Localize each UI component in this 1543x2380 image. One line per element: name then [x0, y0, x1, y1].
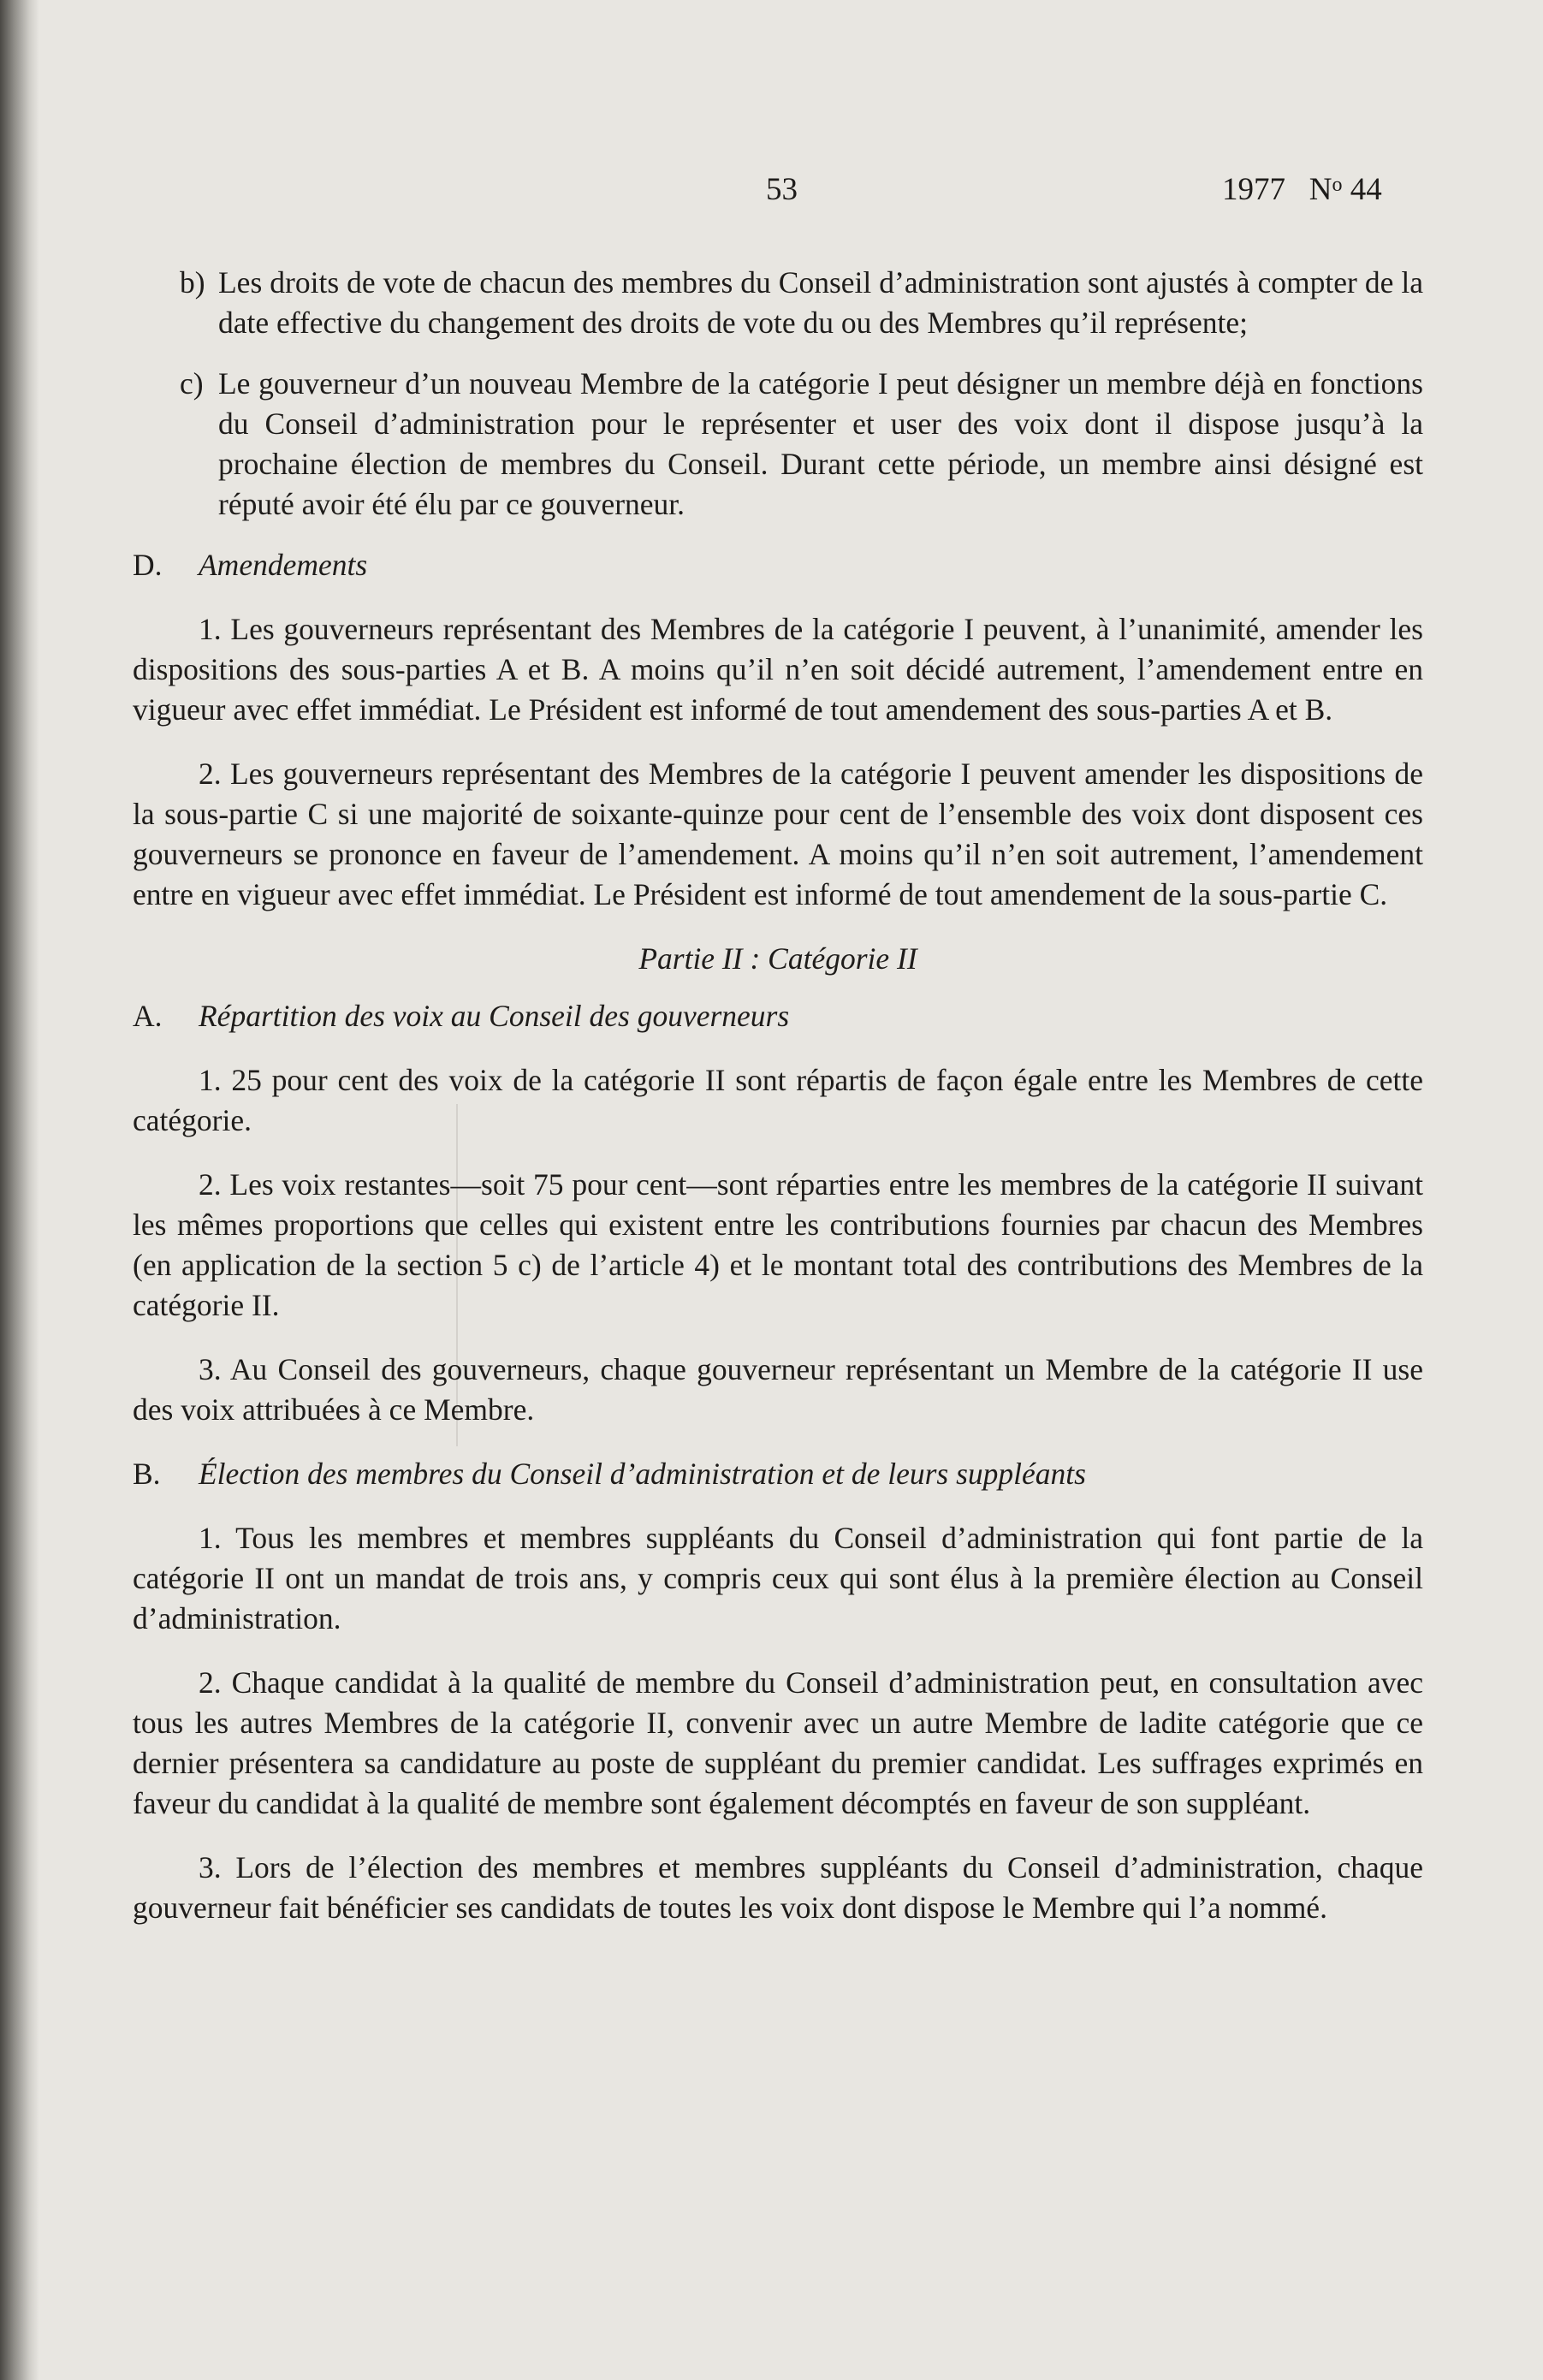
list-marker: b) [180, 265, 205, 300]
list-text: Le gouverneur d’un nouveau Membre de la catégorie I peut désigner un membre déjà en fonctions du Conseil d’administration pour le représenter et user des voix dont il dispose jusqu’à la prochaine élection de membres du Conseil. Durant cette période, un membre ainsi désigné est réputé avoir été élu par ce gouverneur. [218, 366, 1423, 521]
paragraph: 3. Au Conseil des gouverneurs, chaque gouverneur représentant un Membre de la catégorie II use des voix attribuées à ce Membre. [133, 1352, 1423, 1427]
paragraph: 1. 25 pour cent des voix de la catégorie II sont répartis de façon égale entre les Membres de cette catégorie. [133, 1063, 1423, 1137]
paragraph: 2. Chaque candidat à la qualité de membre du Conseil d’administration peut, en consultation avec tous les autres Membres de la catégorie II, convenir avec un autre Membre de ladite catégorie que ce dernier présentera sa candidature au poste de suppléant du premier candidat. Les suffrages exprimés en faveur du candidat à la qualité de membre sont également décomptés en faveur de son suppléant. [133, 1665, 1423, 1820]
doc-number-prefix: N [1309, 172, 1332, 207]
section-letter: A. [133, 999, 163, 1033]
paragraph: 1. Tous les membres et membres suppléants du Conseil d’administration qui font partie de la catégorie II ont un mandat de trois ans, y compris ceux qui sont élus à la première élection au Conseil d’administration. [133, 1521, 1423, 1635]
list-marker: c) [180, 366, 204, 401]
doc-year: 1977 [1222, 172, 1285, 207]
page-header [0, 171, 1543, 223]
page-number: 53 [766, 172, 798, 207]
doc-number-sup: o [1332, 174, 1343, 196]
section-title: Élection des membres du Conseil d’administration et de leurs suppléants [199, 1457, 1086, 1491]
list-item [133, 263, 1423, 343]
section-heading-election [133, 1454, 1423, 1494]
list-item [133, 364, 1423, 525]
doc-number: 44 [1350, 172, 1382, 207]
paragraph: 3. Lors de l’élection des membres et membres suppléants du Conseil d’administration, chaque gouverneur fait bénéficier ses candidats de toutes les voix dont dispose le Membre qui l’a nommé. [133, 1850, 1423, 1925]
document-reference [1222, 171, 1382, 208]
page-body [133, 263, 1423, 1952]
section-letter: D. [133, 548, 163, 582]
list-text: Les droits de vote de chacun des membres du Conseil d’administration sont ajustés à compter de la date effective du changement des droits de vote du ou des Membres qu’il représente; [218, 265, 1423, 340]
part-heading: Partie II : Catégorie II [638, 941, 917, 976]
section-heading-amendements [133, 545, 1423, 585]
section-title: Amendements [199, 548, 368, 582]
paragraph: 1. Les gouverneurs représentant des Membres de la catégorie I peuvent, à l’unanimité, amender les dispositions des sous-parties A et B. A moins qu’il n’en soit décidé autrement, l’amendement entre en vigueur avec effet immédiat. Le Président est informé de tout amendement des sous-parties A et B. [133, 612, 1423, 727]
section-heading-repartition [133, 996, 1423, 1036]
section-title: Répartition des voix au Conseil des gouverneurs [199, 999, 790, 1033]
paragraph: 2. Les gouverneurs représentant des Membres de la catégorie I peuvent amender les dispositions de la sous-partie C si une majorité de soixante-quinze pour cent de l’ensemble des voix dont disposent ces gouverneurs se prononce en faveur de l’amendement. A moins qu’il n’en soit autrement, l’amendement entre en vigueur avec effet immédiat. Le Président est informé de tout amendement de la sous-partie C. [133, 757, 1423, 911]
paragraph: 2. Les voix restantes—soit 75 pour cent—sont réparties entre les membres de la catégorie II suivant les mêmes proportions que celles qui existent entre les contributions fournies par chacun des Membres (en application de la section 5 c) de l’article 4) et le montant total des contributions des Membres de la catégorie II. [133, 1167, 1423, 1322]
section-letter: B. [133, 1457, 161, 1491]
